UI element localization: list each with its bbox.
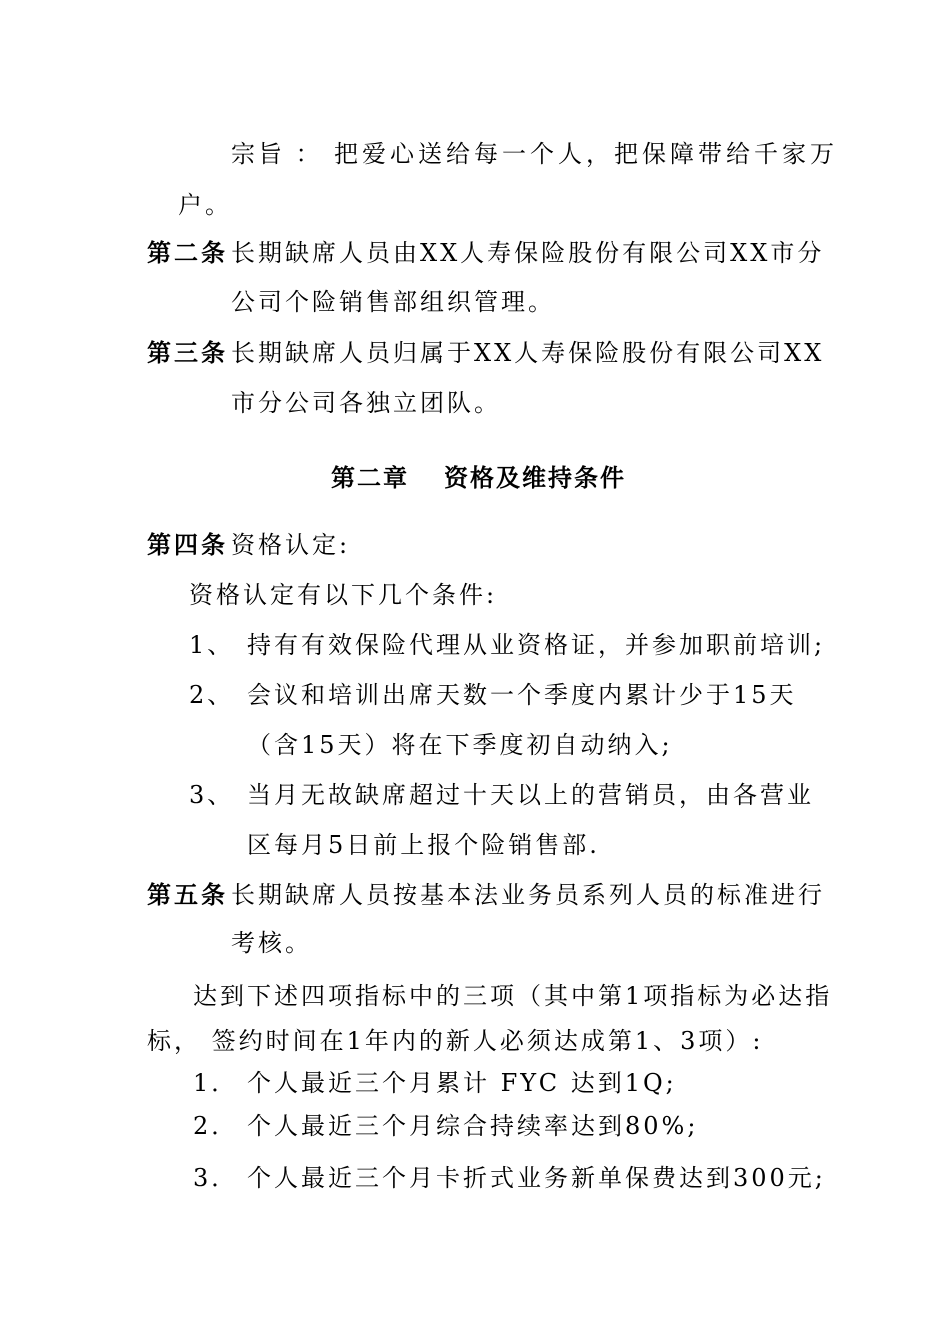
article4-label: 第四条 [147,530,228,559]
condition-2-text-line1: 会议和培训出席天数一个季度内累计少于15天 [247,681,797,709]
article5-line1: 长期缺席人员按基本法业务员系列人员的标准进行 [231,881,825,909]
purpose-label: 宗旨 ： [231,140,323,168]
article5-label: 第五条 [147,880,228,909]
condition-3-text-line1: 当月无故缺席超过十天以上的营销员，由各营业 [247,781,814,809]
condition-2-number: 2、 [189,681,235,709]
indicator-1-text: 个人最近三个月累计 FYC 达到1Q; [247,1069,677,1097]
indicator-2-text: 个人最近三个月综合持续率达到80%; [247,1112,699,1140]
purpose-text-line1: 把爱心送给每一个人，把保障带给千家万 [334,140,838,168]
chapter-number: 第二章 [331,463,409,492]
article3-line2: 市分公司各独立团队。 [231,389,501,417]
condition-3-text-line2: 区每月5日前上报个险销售部. [247,831,600,859]
purpose-text-line2: 户。 [178,191,232,219]
article5-line2: 考核。 [231,929,312,957]
article5-paragraph-line1: 达到下述四项指标中的三项（其中第1项指标为必达指 [193,982,833,1010]
article3-label: 第三条 [147,338,228,367]
condition-1-text: 持有有效保险代理从业资格证，并参加职前培训; [247,631,826,659]
indicator-2-number: 2． [193,1112,239,1140]
article4-intro: 资格认定有以下几个条件: [189,581,498,609]
article2-line1: 长期缺席人员由XX人寿保险股份有限公司XX市分 [231,239,825,267]
indicator-3-text: 个人最近三个月卡折式业务新单保费达到300元; [247,1164,826,1192]
indicator-3-number: 3． [193,1164,239,1192]
article3-line1: 长期缺席人员归属于XX人寿保险股份有限公司XX [231,339,825,367]
article5-paragraph-line2: 标， 签约时间在1年内的新人必须达成第1、3项）: [147,1027,764,1055]
condition-2-text-line2: （含15天）将在下季度初自动纳入; [247,731,673,759]
condition-3-number: 3、 [189,781,235,809]
article4-title: 资格认定: [231,531,351,559]
condition-1-number: 1、 [189,631,235,659]
indicator-1-number: 1． [193,1069,239,1097]
article2-label: 第二条 [147,238,228,267]
chapter-title: 资格及维持条件 [444,463,626,492]
article2-line2: 公司个险销售部组织管理。 [231,288,555,316]
